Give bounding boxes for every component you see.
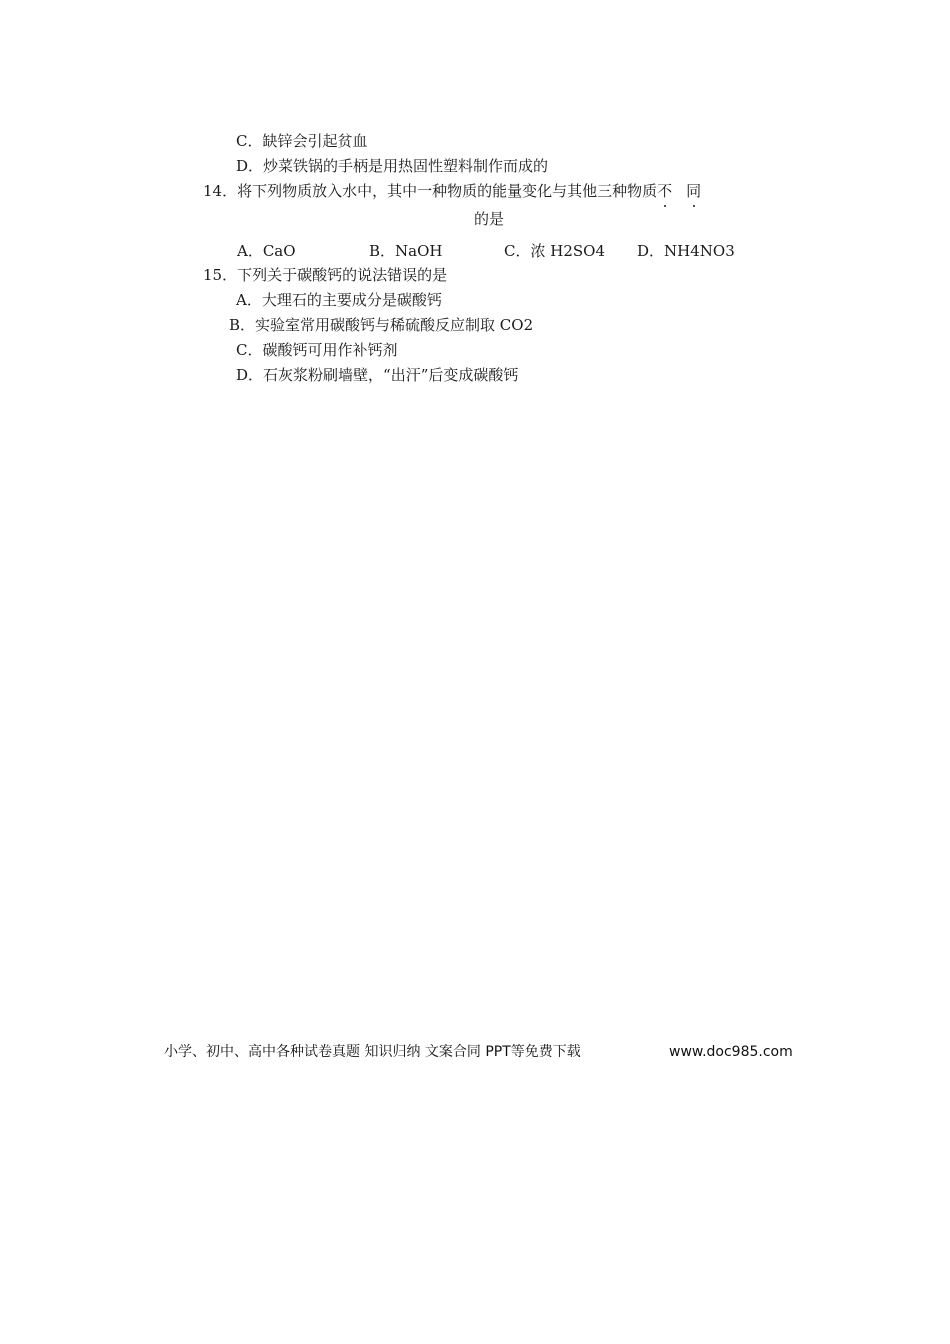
q13-option-c: C．缺锌会引起贫血 — [236, 132, 368, 150]
q15-option-b: B．实验室常用碳酸钙与稀硫酸反应制取 CO2 — [229, 316, 534, 334]
q14-option-a: A．CaO — [237, 242, 296, 260]
q15-option-d: D．石灰浆粉刷墙壁，“出汗”后变成碳酸钙 — [236, 366, 519, 384]
q15-stem: 15．下列关于碳酸钙的说法错误的是 — [203, 266, 448, 284]
q13-option-d: D．炒菜铁锅的手柄是用热固性塑料制作而成的 — [236, 157, 549, 175]
q14-option-d: D．NH4NO3 — [637, 242, 735, 260]
q15-option-c: C．碳酸钙可用作补钙剂 — [236, 341, 398, 359]
q14-stem-text: 14．将下列物质放入水中，其中一种物质的能量变化与其他三种物质 — [203, 182, 658, 200]
q14-emphasis-not: 不 — [657, 182, 673, 200]
footer-url: www.doc985.com — [669, 1044, 793, 1060]
footer-text: 小学、初中、高中各种试卷真题 知识归纳 文案合同 PPT等免费下载 — [164, 1044, 581, 1060]
q14-emphasis-same: 同 — [686, 182, 702, 200]
q15-option-a: A．大理石的主要成分是碳酸钙 — [236, 291, 442, 309]
page-footer — [164, 1042, 793, 1062]
q14-option-b: B．NaOH — [369, 242, 443, 260]
q14-stem — [203, 181, 701, 201]
q14-option-c: C．浓 H2SO4 — [504, 242, 605, 260]
q14-stem-continued: 的是 — [474, 210, 505, 228]
